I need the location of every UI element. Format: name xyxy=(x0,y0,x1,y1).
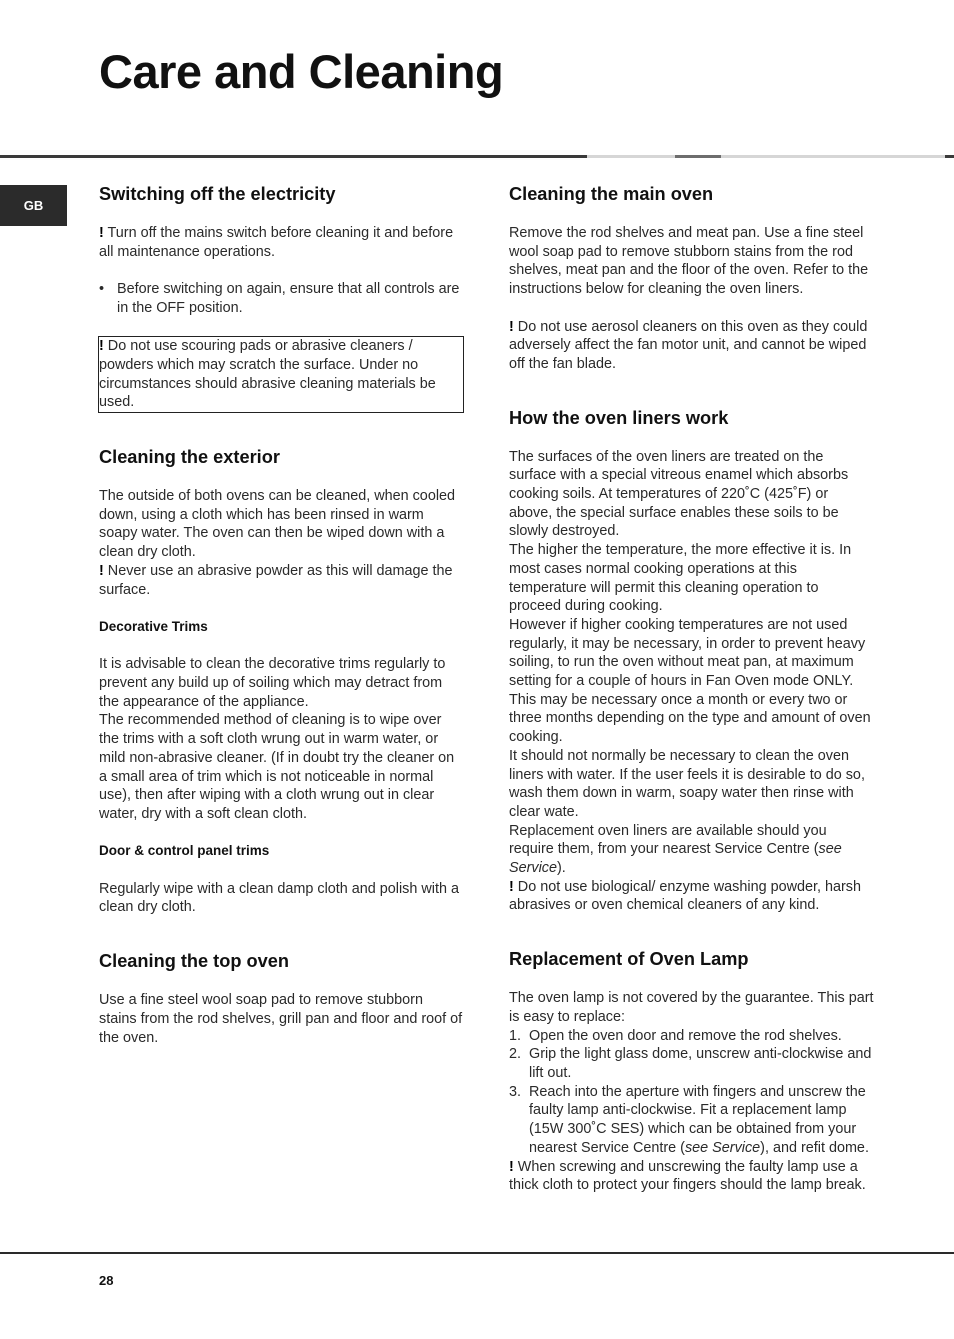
page-title: Care and Cleaning xyxy=(99,45,504,98)
bullet-icon: • xyxy=(99,281,105,298)
warning-mains-switch: ! Turn off the mains switch before cleaning it and before all maintenance operations. xyxy=(99,225,454,260)
heading-oven-liners: How the oven liners work xyxy=(509,407,729,428)
heading-door-panel-trims: Door & control panel trims xyxy=(99,843,270,859)
header-rule-mid xyxy=(675,155,721,158)
warning-icon: ! xyxy=(99,225,104,241)
header-rule-end xyxy=(945,155,954,158)
trims-paragraph-1: It is advisable to clean the decorative trims regularly to prevent any build up of soiling which may detract from the appearance of the appliance. xyxy=(99,656,446,710)
warning-icon: ! xyxy=(99,562,104,579)
footer-rule xyxy=(0,1252,954,1254)
list-item: 3. Reach into the aperture with fingers and unscrew the faulty lamp anti-clockwise. Fit a replacement lamp (15W 300˚C SES) which can be obtained from your nearest Service Centre (see Service), and refit dome. xyxy=(509,1083,869,1156)
door-trims-body: Regularly wipe with a clean damp cloth and polish with a clean dry cloth. xyxy=(99,880,459,916)
warning-abrasive-powder: ! Never use an abrasive powder as this will damage the surface. xyxy=(99,562,453,598)
heading-cleaning-exterior: Cleaning the exterior xyxy=(99,447,280,467)
page-number: 28 xyxy=(99,1273,114,1288)
liners-paragraph-1: The surfaces of the oven liners are treated on the surface with a special vitreous enamel which absorbs cooking soils. At temperatures of 220˚C (425˚F) or above, the special surface enables these soils to be slowly destroyed. xyxy=(509,448,849,540)
heading-cleaning-main-oven: Cleaning the main oven xyxy=(509,184,714,204)
language-tab: GB xyxy=(0,185,67,226)
top-oven-body: Use a fine steel wool soap pad to remove stubborn stains from the rod shelves, grill pan and floor and roof of the oven. xyxy=(99,992,463,1046)
heading-oven-lamp: Replacement of Oven Lamp xyxy=(509,949,749,970)
warning-icon: ! xyxy=(509,878,514,895)
warning-lamp-cloth: ! When screwing and unscrewing the faulty lamp use a thick cloth to protect your fingers should the lamp break. xyxy=(509,1158,866,1194)
heading-cleaning-top-oven: Cleaning the top oven xyxy=(99,951,289,972)
header-rule-dark xyxy=(0,155,587,158)
exterior-body: The outside of both ovens can be cleaned, when cooled down, using a cloth which has been rinsed in warm soapy water. The oven can then be wiped down with a clean dry cloth. xyxy=(99,488,456,561)
warning-icon: ! xyxy=(509,1158,514,1175)
liners-paragraph-4: It should not normally be necessary to clean the oven liners with water. If the user feels it is desirable to do so, wash them down in warm, soapy water then rinse with clear wate. xyxy=(509,747,865,820)
warning-biological-powder: ! Do not use biological/ enzyme washing powder, harsh abrasives or oven chemical cleaners of any kind. xyxy=(509,878,861,914)
left-column xyxy=(99,183,464,1047)
liners-paragraph-5: Replacement oven liners are available should you require them, from your nearest Service Centre (see Service). xyxy=(509,822,842,877)
liners-paragraph-3: However if higher cooking temperatures are not used regularly, it may be necessary, in order to prevent heavy soiling, to run the oven without meat pan, at maximum setting for a couple of hours in Fan Oven mode ONLY. This may be necessary once a month or every two or three months depending on the type and amount of oven cooking. xyxy=(509,616,871,746)
list-item: • Before switching on again, ensure that all controls are in the OFF position. xyxy=(99,281,460,316)
list-item: 1. Open the oven door and remove the rod shelves. xyxy=(509,1027,842,1044)
heading-decorative-trims: Decorative Trims xyxy=(99,618,208,634)
trims-paragraph-2: The recommended method of cleaning is to wipe over the trims with a soft cloth wrung out in warm water, or mild non-abrasive cleaner. (If in doubt try the cleaner on a small area of trim which is not noticeable in normal use), then after wiping with a cloth wrung out in clear water, dry with a soft clean cloth. xyxy=(99,712,455,822)
boxed-warning: ! Do not use scouring pads or abrasive cleaners / powders which may scratch the surface. Under no circumstances should abrasive cleaning materials be used. xyxy=(98,336,464,413)
header-rule-light xyxy=(587,155,675,158)
warning-icon: ! xyxy=(509,318,514,335)
right-column xyxy=(509,183,874,1195)
main-oven-body: Remove the rod shelves and meat pan. Use a fine steel wool soap pad to remove stubborn stains from the rod shelves, meat pan and the floor of the oven. Refer to the instructions below for cleaning the oven liners. xyxy=(509,225,869,298)
lamp-intro: The oven lamp is not covered by the guarantee. This part is easy to replace: xyxy=(509,990,874,1025)
heading-switching-off: Switching off the electricity xyxy=(99,184,336,204)
warning-aerosol: ! Do not use aerosol cleaners on this oven as they could adversely affect the fan motor unit, and cannot be wiped off the fan blade. xyxy=(509,318,868,372)
header-rule-light-2 xyxy=(721,155,945,158)
liners-paragraph-2: The higher the temperature, the more effective it is. In most cases normal cooking operations at this temperature will permit this cleaning operation to proceed during cooking. xyxy=(509,542,852,615)
list-item: 2. Grip the light glass dome, unscrew anti-clockwise and lift out. xyxy=(509,1046,872,1081)
warning-icon: ! xyxy=(99,338,104,355)
